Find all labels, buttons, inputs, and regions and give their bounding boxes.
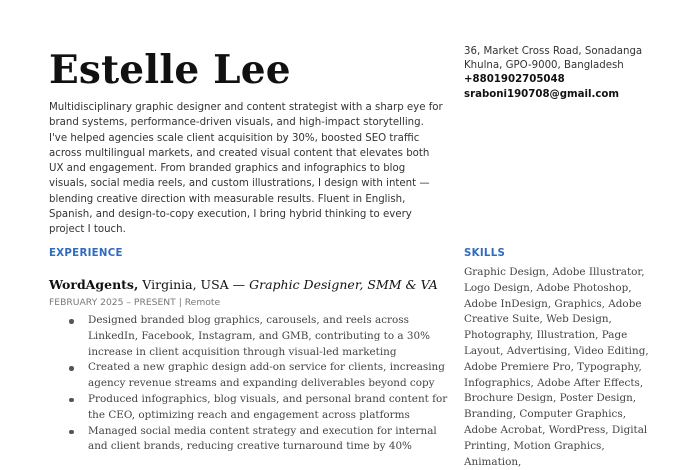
job-role: Graphic Designer, SMM & VA	[249, 277, 438, 292]
job-location: Virginia, USA —	[138, 277, 250, 292]
address-line-1: 36, Market Cross Road, Sonadanga	[464, 46, 643, 57]
job-dates: FEBRUARY 2025 – PRESENT | Remote	[49, 297, 221, 308]
skills-heading: SKILLS	[464, 248, 506, 259]
job-bullets	[49, 313, 449, 455]
email-address: sraboni190708@gmail.com	[464, 88, 620, 100]
job-bullet: Managed social media content strategy and execution for internal and client brands, reducing creative turnaround time by 40%	[49, 424, 449, 456]
job-bullet: Produced infographics, blog visuals, and personal brand content for the CEO, optimizing reach and engagement across platforms	[49, 392, 449, 424]
experience-heading: EXPERIENCE	[49, 248, 123, 259]
skills-list: Graphic Design, Adobe Illustrator, Logo Design, Adobe Photoshop, Adobe InDesign, Graphics, Adobe Creative Suite, Web Design, Photography, Illustration, Page Layout, Advertising, Video Editing, Adobe Premiere Pro, Typography, Infographics, Adobe After Effects, Brochure Design, Poster Design, Branding, Computer Graphics, Adobe Acrobat, WordPress, Digital Printing, Motion Graphics, Animation,	[464, 266, 649, 468]
job-bullet: Designed branded blog graphics, carousels, and reels across LinkedIn, Facebook, Instagram, and GMB, contributing to a 30% increase in client acquisition through visual-led marketing	[49, 313, 449, 360]
contact-block	[464, 45, 674, 102]
candidate-name: Estelle Lee	[49, 47, 291, 93]
profile-summary: Multidisciplinary graphic designer and content strategist with a sharp eye for brand systems, performance-driven visuals, and high-impact storytelling. I've helped agencies scale client acquisition by 30%, boosted SEO traffic across multilingual markets, and created visual content that elevates both UX and engagement. From branded graphics and infographics to blog visuals, social media reels, and custom illustrations, I design with intent — blending creative direction with measurable results. Fluent in English, Spanish, and design-to-copy execution, I bring hybrid thinking to every project I touch.	[49, 102, 443, 235]
address-line-2: Khulna, GPO-9000, Bangladesh	[464, 60, 624, 72]
job-bullet: Created a new graphic design add-on service for clients, increasing agency revenue streams and expanding deliverables beyond copy	[49, 360, 449, 392]
job-company: WordAgents,	[49, 277, 139, 292]
job-title-line	[49, 276, 438, 294]
phone-number: +8801902705048	[464, 74, 565, 86]
